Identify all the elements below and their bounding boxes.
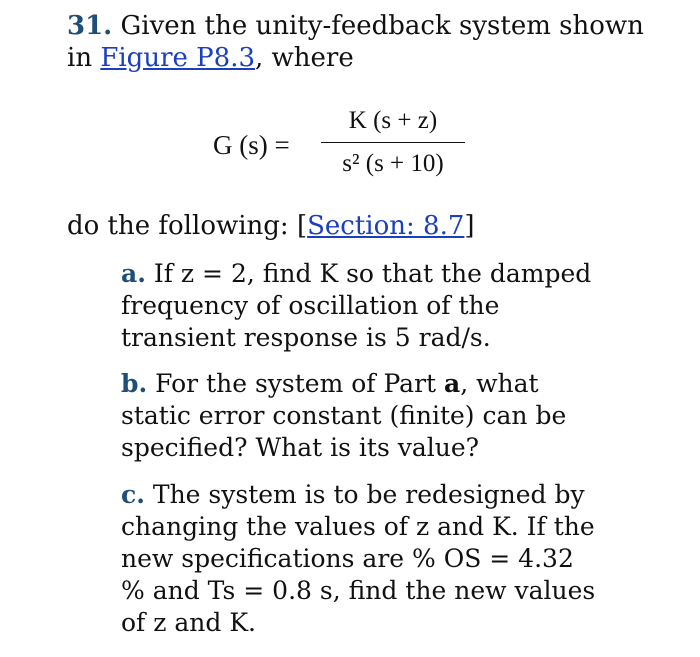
equation-denominator: s² (s + 10) <box>342 150 444 177</box>
part-b-label: b. <box>121 369 148 398</box>
part-a-text: If z = 2, find K so that the damped frequency of oscillation of the transient response is 5 rad/s. <box>121 259 592 352</box>
part-b-bold-ref: a <box>444 369 461 398</box>
part-b <box>121 368 601 464</box>
part-b-text-after: , what static error constant (finite) can be specified? What is its value? <box>121 369 567 462</box>
problem-statement <box>67 10 667 74</box>
section-link[interactable]: Section: 8.7 <box>307 211 465 241</box>
intro-tail: , where <box>255 43 354 73</box>
intro-text: Given the unity-feedback system shown in <box>67 11 644 73</box>
instruction-line <box>67 210 475 242</box>
transfer-function-equation <box>213 104 483 186</box>
figure-link[interactable]: Figure P8.3 <box>100 43 255 73</box>
instruction-tail: ] <box>464 211 475 241</box>
part-b-text-before: For the system of Part <box>155 369 445 398</box>
part-c-text: The system is to be redesigned by changing the values of z and K. If the new specifications are % OS = 4.32 % and Ts = 0.8 s, find the new values of z and K. <box>121 480 596 637</box>
fraction-bar <box>321 142 465 143</box>
fraction <box>321 104 465 181</box>
part-a <box>121 258 601 354</box>
problem-number: 31. <box>67 11 113 41</box>
part-a-label: a. <box>121 259 146 288</box>
part-c <box>121 479 601 639</box>
part-c-label: c. <box>121 480 145 509</box>
equation-lhs: G (s) = <box>213 130 290 160</box>
instruction-text: do the following: [ <box>67 211 308 241</box>
equation-numerator: K (s + z) <box>348 107 438 134</box>
